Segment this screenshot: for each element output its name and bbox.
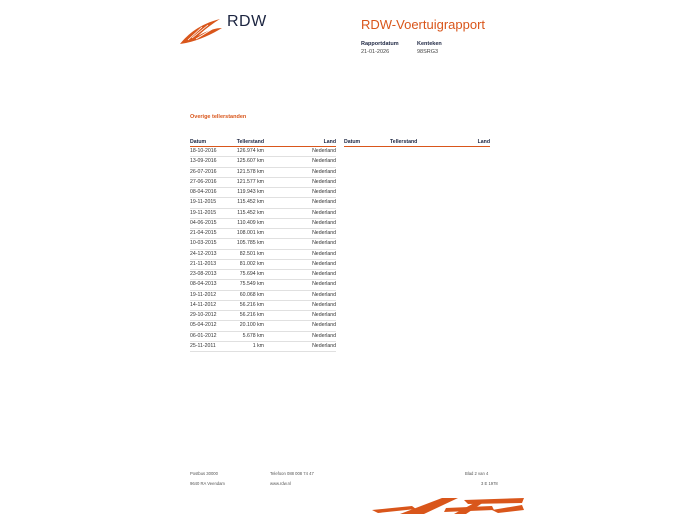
brand-name: RDW	[227, 13, 267, 30]
table-row	[190, 301, 336, 311]
row-odometer: 108.001 km	[236, 230, 264, 236]
table-row	[190, 280, 336, 290]
table-row	[190, 198, 336, 208]
row-country: Nederland	[312, 158, 336, 165]
row-country: Nederland	[312, 291, 336, 298]
row-country: Nederland	[312, 199, 336, 206]
row-date: 14-11-2012	[190, 301, 217, 308]
table-row	[190, 270, 336, 280]
row-date: 26-07-2016	[190, 168, 217, 175]
row-country: Nederland	[312, 312, 336, 318]
row-country: Nederland	[312, 148, 336, 154]
row-country: Nederland	[312, 209, 336, 216]
row-country: Nederland	[312, 301, 336, 308]
header-country: Land	[477, 139, 490, 145]
row-date: 29-10-2012	[190, 312, 217, 318]
row-odometer: 105.785 km	[236, 240, 264, 247]
table-row	[190, 260, 336, 270]
header-odometer: Tellerstand	[236, 139, 264, 145]
row-odometer: 75.549 km	[239, 281, 264, 288]
row-country: Nederland	[312, 271, 336, 277]
table-body	[190, 147, 336, 352]
row-country: Nederland	[312, 332, 336, 339]
table-row	[190, 342, 336, 352]
odometer-table-empty	[344, 139, 490, 147]
row-country: Nederland	[312, 281, 336, 288]
row-date: 23-08-2013	[190, 271, 217, 277]
row-date: 13-09-2016	[190, 158, 217, 165]
row-country: Nederland	[312, 322, 336, 329]
table-row	[190, 168, 336, 178]
table-header	[190, 139, 336, 147]
row-odometer: 119.943 km	[237, 189, 264, 195]
row-odometer: 1 km	[252, 342, 264, 349]
decorative-stripes-icon	[372, 496, 524, 514]
row-date: 21-11-2013	[190, 260, 217, 267]
row-country: Nederland	[312, 342, 336, 349]
row-country: Nederland	[312, 260, 336, 267]
row-date: 04-06-2015	[190, 219, 217, 226]
report-date-label: Rapportdatum	[361, 41, 399, 47]
header-date: Datum	[344, 139, 361, 145]
report-title: RDW-Voertuigrapport	[361, 17, 486, 32]
row-date: 08-04-2016	[190, 189, 217, 195]
table-row	[190, 188, 336, 198]
table-row	[190, 157, 336, 167]
rdw-logo-icon	[178, 16, 222, 46]
table-header	[344, 139, 490, 147]
row-country: Nederland	[312, 189, 336, 195]
license-plate-value: 98SRG3	[417, 49, 439, 55]
header-date: Datum	[190, 139, 207, 145]
row-odometer: 5.678 km	[242, 332, 264, 339]
row-odometer: 75.694 km	[239, 271, 264, 277]
odometer-table	[190, 139, 336, 352]
row-odometer: 121.578 km	[236, 168, 264, 175]
row-date: 05-04-2012	[190, 322, 217, 329]
table-row	[190, 229, 336, 239]
row-date: 24-12-2013	[190, 250, 217, 257]
footer-postbus: Postbus 30000	[190, 471, 218, 476]
row-country: Nederland	[312, 250, 336, 257]
row-date: 21-04-2015	[190, 230, 217, 236]
table-row	[190, 332, 336, 342]
row-date: 08-04-2013	[190, 281, 217, 288]
row-date: 06-01-2012	[190, 332, 217, 339]
row-date: 10-03-2015	[190, 240, 217, 247]
row-date: 25-11-2011	[190, 342, 216, 349]
table-row	[190, 219, 336, 229]
report-date-block	[361, 40, 399, 56]
table-row	[190, 178, 336, 188]
header-odometer: Tellerstand	[390, 139, 418, 145]
row-odometer: 82.501 km	[239, 250, 264, 257]
footer-code: 3 E 1978	[481, 481, 498, 486]
table-row	[190, 147, 336, 157]
row-country: Nederland	[312, 168, 336, 175]
license-plate-label: Kenteken	[417, 41, 442, 47]
license-plate-block	[417, 40, 442, 56]
footer-phone: Telefoon 088 008 74 47	[270, 471, 314, 476]
row-odometer: 20.100 km	[239, 322, 264, 329]
row-odometer: 115.452 km	[237, 199, 264, 206]
table-row	[190, 291, 336, 301]
row-odometer: 56.216 km	[239, 312, 264, 318]
row-country: Nederland	[312, 178, 336, 185]
row-country: Nederland	[312, 219, 336, 226]
row-odometer: 110.409 km	[237, 219, 264, 226]
row-odometer: 60.068 km	[239, 291, 264, 298]
row-date: 18-10-2016	[190, 148, 217, 154]
header-country: Land	[323, 139, 336, 145]
row-date: 19-11-2012	[190, 291, 217, 298]
row-odometer: 81.002 km	[239, 260, 264, 267]
table-row	[190, 209, 336, 219]
footer-address: 9640 RA Veendam	[190, 481, 225, 486]
table-row	[190, 321, 336, 331]
row-date: 27-06-2016	[190, 178, 217, 185]
row-date: 19-11-2015	[190, 209, 217, 216]
row-odometer: 125.607 km	[236, 158, 264, 165]
report-date-value: 21-01-2026	[361, 49, 390, 55]
row-odometer: 115.452 km	[237, 209, 264, 216]
row-odometer: 56.216 km	[239, 301, 264, 308]
footer-website[interactable]: www.rdw.nl	[270, 481, 291, 486]
table-row	[190, 250, 336, 260]
row-country: Nederland	[312, 240, 336, 247]
section-title: Overige tellerstanden	[190, 114, 247, 120]
row-odometer: 126.974 km	[236, 148, 264, 154]
table-row	[190, 239, 336, 249]
row-odometer: 121.577 km	[236, 178, 264, 185]
table-row	[190, 311, 336, 321]
footer-page-number: Blad 2 van 4	[465, 471, 489, 476]
row-country: Nederland	[312, 230, 336, 236]
row-date: 19-11-2015	[190, 199, 217, 206]
